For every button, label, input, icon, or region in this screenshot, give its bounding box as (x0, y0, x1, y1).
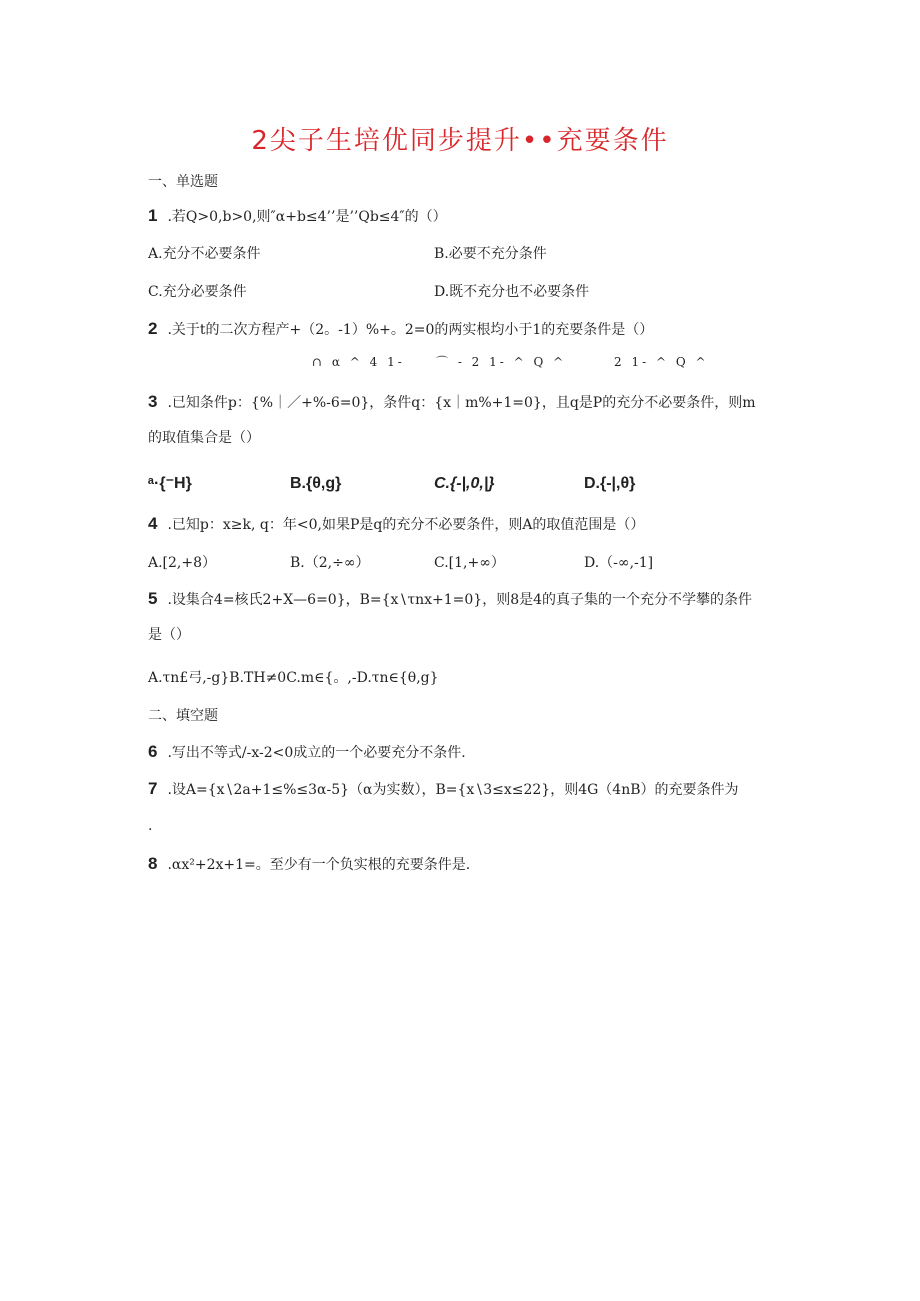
question-text: .αx²+2x+1=。至少有一个负实根的充要条件是. (167, 857, 471, 873)
q2-option-garbled-3: 2 1- ^ Q ^ (614, 355, 709, 369)
question-number: 5 (148, 589, 158, 608)
q3-option-d: D.{-|,θ} (584, 475, 636, 492)
q4-option-b: B.（2,÷∞） (290, 555, 370, 571)
question-number: 3 (148, 392, 158, 411)
q1-option-b: B.必要不充分条件 (434, 246, 547, 262)
question-6 (148, 742, 466, 763)
question-5-continued: 是（） (148, 627, 190, 643)
q1-option-a: A.充分不必要条件 (148, 246, 261, 262)
q3-option-b: B.{θ,g} (290, 475, 342, 492)
question-3-continued: 的取值集合是（） (148, 430, 260, 446)
question-7 (148, 779, 739, 800)
question-text: .已知条件p：{%｜／+%-6=0}，条件q：{x｜m%+1=0}，且q是P的充分不必要条件，则m (167, 395, 756, 411)
q4-option-a: A.[2,+8） (148, 555, 217, 571)
question-text: .设集合4=核氏2+X—6=0}，B={x∖τnx+1=0}，则8是4的真子集的一个充分不学攀的条件 (167, 592, 753, 608)
q4-option-d: D.（-∞,-1] (584, 555, 654, 571)
question-number: 2 (148, 319, 158, 338)
q4-option-c: C.[1,+∞） (434, 555, 505, 571)
question-number: 8 (148, 854, 158, 873)
question-8 (148, 854, 470, 875)
question-number: 7 (148, 779, 158, 798)
question-3 (148, 392, 756, 413)
q1-option-c: C.充分必要条件 (148, 284, 247, 300)
question-number: 1 (148, 206, 158, 225)
question-2 (148, 319, 653, 340)
question-text: .关于t的二次方程产+（2。-1）%+。2=0的两实根均小于1的充要条件是（） (167, 322, 654, 338)
question-7-continued: . (148, 818, 153, 834)
section-single-choice: 一、单选题 (148, 174, 218, 190)
question-text: .设A={x∖2a+1≤%≤3α-5}（α为实数），B={x∖3≤x≤22}，则4G（4nB）的充要条件为 (167, 782, 739, 798)
question-1 (148, 206, 447, 227)
question-4 (148, 514, 644, 535)
question-number: 6 (148, 742, 158, 761)
page-title: 2尖子生培优同步提升••充要条件 (251, 126, 669, 156)
q5-options: A.τn£弓,-g}B.TH≠0C.m∈{。,-D.τn∈{θ,g} (148, 670, 439, 686)
q1-option-d: D.既不充分也不必要条件 (434, 284, 590, 300)
q3-option-a: ᵃ·{⁻H} (148, 475, 192, 492)
question-text: .若Q>0,b>0,则″α+b≤4’’是’’Qb≤4″的（） (167, 209, 447, 225)
q2-option-garbled-2: ⌒ - 2 1- ^ Q ^ (436, 355, 567, 369)
question-5 (148, 589, 752, 610)
question-text: .写出不等式/-x-2<0成立的一个必要充分不条件. (167, 745, 466, 761)
q2-option-garbled-1: ∩ α ^ 4 1- (312, 355, 405, 369)
section-fill-blank: 二、填空题 (148, 708, 218, 724)
question-text: .已知p：x≥k, q：年<0,如果P是q的充分不必要条件，则A的取值范围是（） (167, 517, 645, 533)
q3-option-c: C.{-|,0,|} (434, 475, 495, 492)
question-number: 4 (148, 514, 158, 533)
